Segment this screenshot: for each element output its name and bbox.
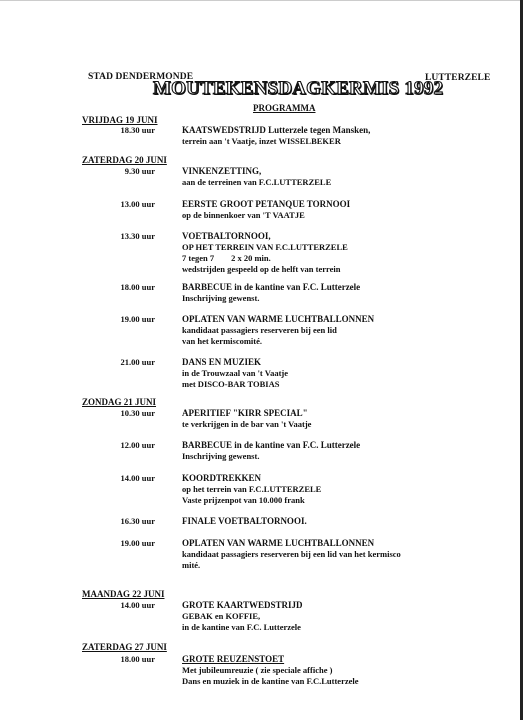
event xyxy=(182,408,311,430)
event-detail: terrein aan 't Vaatje, inzet WISSELBEKER xyxy=(182,136,341,146)
document-title: MOUTEKENSDAGKERMIS 1992 xyxy=(153,78,444,99)
event-title: EERSTE GROOT PETANQUE TORNOOI xyxy=(182,199,351,209)
event xyxy=(182,282,360,304)
paper-edge-top xyxy=(0,0,523,1)
event-title: BARBECUE in de kantine van F.C. Lutterzele xyxy=(182,440,361,450)
event xyxy=(182,199,350,221)
event-title: GROTE KAARTWEDSTRIJD xyxy=(182,600,303,610)
event-detail: wedstrijden gespeeld op de helft van terrein xyxy=(182,264,341,274)
header-left: STAD DENDERMONDE xyxy=(88,72,194,82)
event xyxy=(182,166,331,188)
event xyxy=(182,473,321,506)
event-title: OPLATEN VAN WARME LUCHTBALLONNEN xyxy=(182,314,375,324)
event-time: 19.00 uur xyxy=(120,538,155,548)
event-detail: Vaste prijzenpot van 10.000 frank xyxy=(182,495,305,505)
event-time: 14.00 uur xyxy=(120,473,155,483)
event-time: 19.00 uur xyxy=(120,314,155,324)
event-detail: aan de terreinen van F.C.LUTTERZELE xyxy=(182,177,332,187)
event-time: 18.00 uur xyxy=(120,282,155,292)
event-time: 9.30 uur xyxy=(124,166,155,176)
event-detail: kandidaat passagiers reserveren bij een lid van het kermisco xyxy=(182,549,401,559)
event-detail: 7 tegen 7 2 x 20 min. xyxy=(182,253,271,263)
event-title: BARBECUE in de kantine van F.C. Lutterzele xyxy=(182,282,361,292)
event-detail: Inschrijving gewenst. xyxy=(182,451,260,461)
event-detail: op de binnenkoer van 'T VAATJE xyxy=(182,210,305,220)
event xyxy=(182,357,288,390)
event-title: VINKENZETTING, xyxy=(182,166,262,176)
event-title: GROTE REUZENSTOET xyxy=(182,654,285,664)
event xyxy=(182,538,401,571)
event-title: KOORDTREKKEN xyxy=(182,473,262,483)
event-detail: kandidaat passagiers reserveren bij een lid xyxy=(182,325,337,335)
event-detail: te verkrijgen in de bar van 't Vaatje xyxy=(182,419,312,429)
event-detail: op het terrein van F.C.LUTTERZELE xyxy=(182,484,322,494)
event-time: 18.00 uur xyxy=(120,654,155,664)
header-right: LUTTERZELE xyxy=(425,73,491,83)
program-heading: PROGRAMMA xyxy=(253,103,316,113)
event xyxy=(182,231,348,275)
event-time: 18.30 uur xyxy=(120,125,155,135)
event-time: 13.00 uur xyxy=(120,199,155,209)
day-heading: ZATERDAG 20 JUNI xyxy=(82,155,167,165)
event-detail: mité. xyxy=(182,560,201,570)
event-time: 21.00 uur xyxy=(120,357,155,367)
day-heading: ZONDAG 21 JUNI xyxy=(82,397,157,407)
event-detail: Met jubileumreuzie ( zie speciale affiche ) xyxy=(182,665,333,675)
event-detail: van het kermiscomité. xyxy=(182,336,263,346)
event-time: 12.00 uur xyxy=(120,440,155,450)
event-time: 13.30 uur xyxy=(120,231,155,241)
event-title: OPLATEN VAN WARME LUCHTBALLONNEN xyxy=(182,538,375,548)
event-title: KAATSWEDSTRIJD Lutterzele tegen Mansken, xyxy=(182,125,371,135)
event-title: VOETBALTORNOOI, xyxy=(182,231,271,241)
event xyxy=(182,600,302,633)
event xyxy=(182,654,359,687)
event-time: 14.00 uur xyxy=(120,600,155,610)
event xyxy=(182,516,307,527)
event-detail: met DISCO-BAR TOBIAS xyxy=(182,379,280,389)
event xyxy=(182,314,374,347)
event-detail: in de kantine van F.C. Lutterzele xyxy=(182,622,301,632)
event-detail: Dans en muziek in de kantine van F.C.Lutterzele xyxy=(182,676,359,686)
event-title: FINALE VOETBALTORNOOI. xyxy=(182,516,307,526)
event-time: 16.30 uur xyxy=(120,516,155,526)
event-detail: OP HET TERREIN VAN F.C.LUTTERZELE xyxy=(182,242,348,252)
day-heading: ZATERDAG 27 JUNI xyxy=(82,642,167,652)
day-heading: VRIJDAG 19 JUNI xyxy=(82,115,158,125)
event-detail: in de Trouwzaal van 't Vaatje xyxy=(182,368,289,378)
day-heading: MAANDAG 22 JUNI xyxy=(82,589,165,599)
event-title: DANS EN MUZIEK xyxy=(182,357,262,367)
event-detail: GEBAK en KOFFIE, xyxy=(182,611,261,621)
event-time: 10.30 uur xyxy=(120,408,155,418)
event xyxy=(182,125,370,147)
event-detail: Inschrijving gewenst. xyxy=(182,293,260,303)
event xyxy=(182,440,360,462)
event-title: APERITIEF "KIRR SPECIAL" xyxy=(182,408,308,418)
